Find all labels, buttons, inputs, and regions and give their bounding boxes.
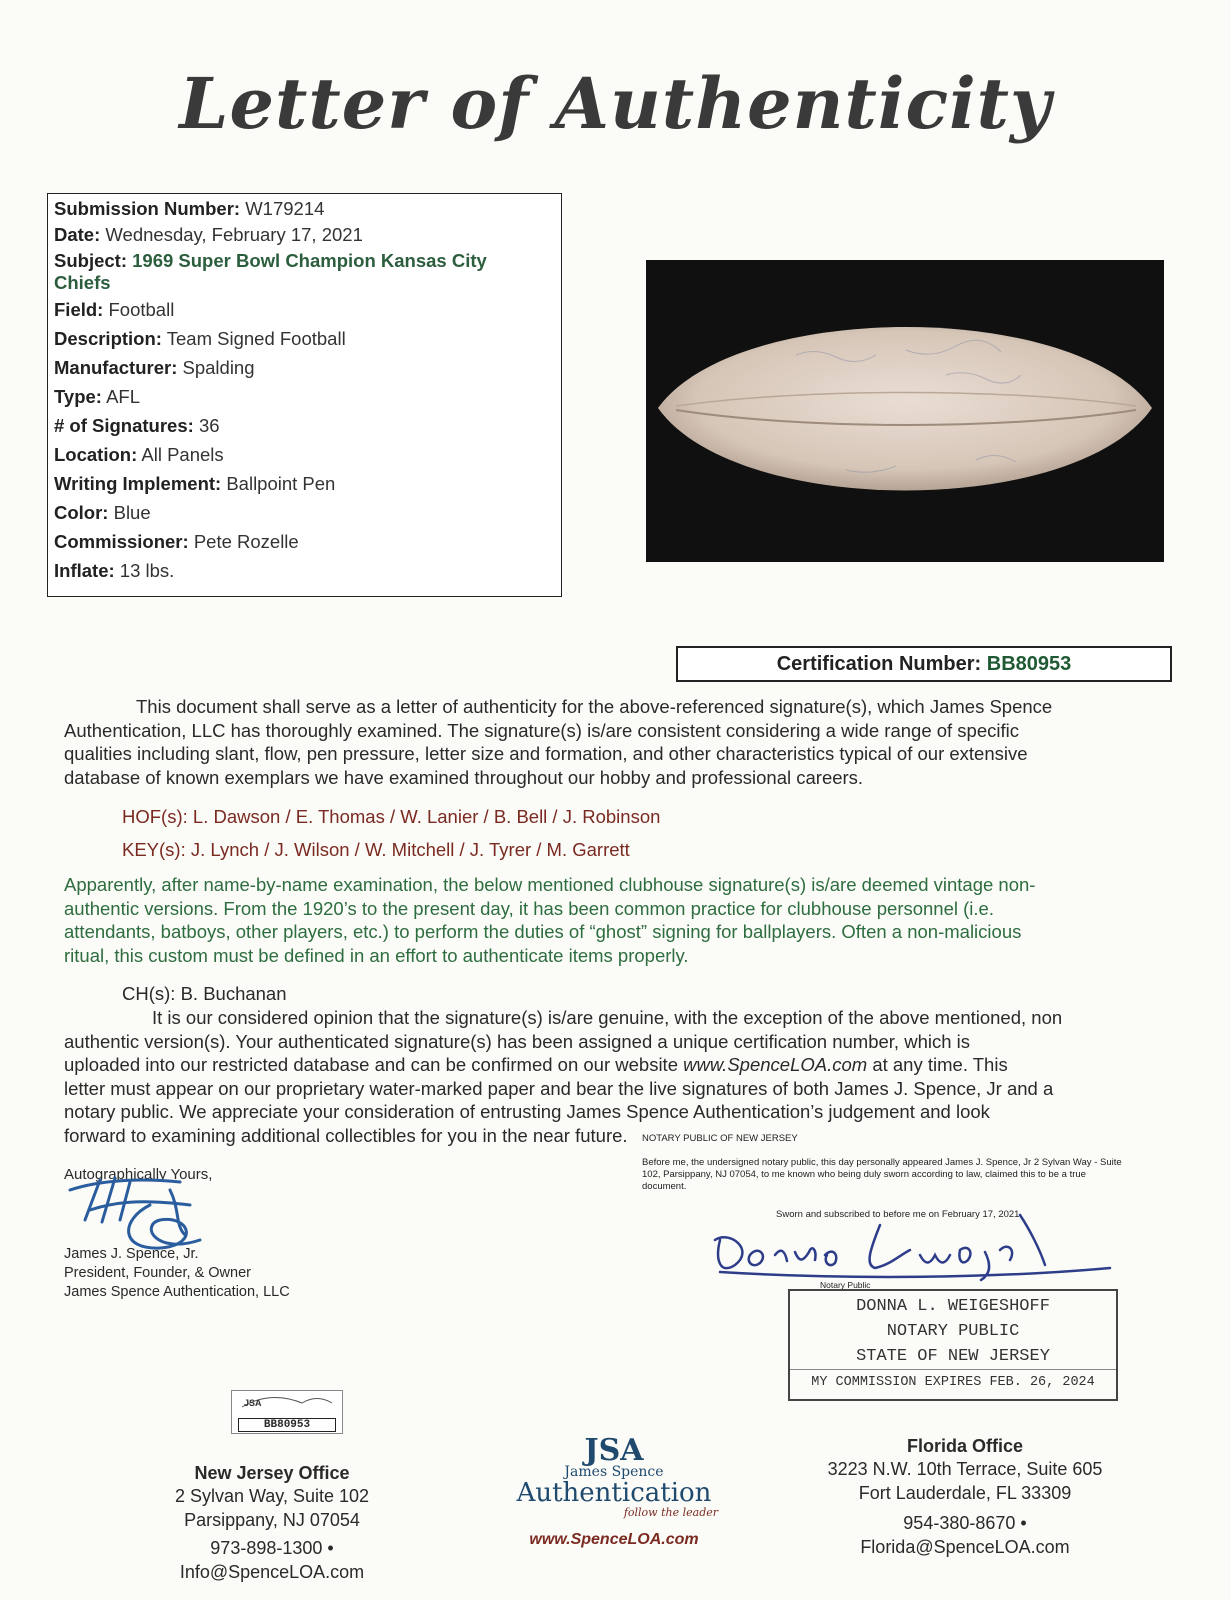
nj-office: New Jersey Office 2 Sylvan Way, Suite 102 Parsippany, NJ 07054 973-898-1300 • Info@SpenceLOA.com xyxy=(174,1463,370,1582)
notary-text: Before me, the undersigned notary public, this day personally appeared James J. Spence, Jr 2 Sylvan Way - Suite 102, Parsippany, NJ 07054, to me known who being duly sworn according to law, claimed this to be a true document. xyxy=(642,1157,1122,1192)
sworn-text: Sworn and subscribed to before me on February 17, 2021 xyxy=(776,1209,1020,1220)
info-date: Date: Wednesday, February 17, 2021 xyxy=(54,224,363,245)
info-type: Type: AFL xyxy=(54,386,141,407)
signer-role: President, Founder, & Owner xyxy=(64,1265,251,1281)
jsa-logo: JSA James Spence Authentication follow the leader www.SpenceLOA.com xyxy=(474,1436,754,1549)
fl-office: Florida Office 3223 N.W. 10th Terrace, Suite 605 Fort Lauderdale, FL 33309 954-380-8670 • Florida@SpenceLOA.com xyxy=(827,1436,1103,1557)
football-image xyxy=(646,260,1164,562)
certification-number: BB80953 xyxy=(986,653,1072,675)
page-title: Letter of Authenticity xyxy=(179,62,1052,145)
signer-name: James J. Spence, Jr. xyxy=(64,1246,199,1262)
clubhouse-paragraph: Apparently, after name-by-name examination, the below mentioned clubhouse signature(s) is/are deemed vintage non- authentic versions. From the 1920’s to the present day, it has been common practice for clubhouse personnel (i.e. attendants, batboys, other players, etc.) to perform the duties of “ghost” signing for ballplayers. Often a non-malicious ritual, this custom must be defined in an effort to authenticate items properly. xyxy=(64,874,1036,966)
info-writing-implement: Writing Implement: Ballpoint Pen xyxy=(54,473,336,494)
info-submission-number: Submission Number: W179214 xyxy=(54,198,325,219)
info-manufacturer: Manufacturer: Spalding xyxy=(54,357,255,378)
submission-info-box xyxy=(47,193,562,597)
notary-public-label: Notary Public xyxy=(820,1280,871,1290)
certification-number-box xyxy=(676,646,1172,682)
closing: Autographically Yours, xyxy=(64,1166,213,1183)
opinion-paragraph: It is our considered opinion that the signature(s) is/are genuine, with the exception of the above mentioned, non authentic version(s). Your authenticated signature(s) has been assigned a unique certification number, which is uploaded into our restricted database and can be confirmed on our website www.SpenceLOA.com at any time. This letter must appear on our proprietary water-marked paper and bear the live signatures of both James J. Spence, Jr and a notary public. We appreciate your consideration of entrusting James Spence Authentication’s judgement and look forward to examining additional collectibles for you in the near future. xyxy=(64,1007,1063,1146)
clubhouse-signatures: CH(s): B. Buchanan xyxy=(122,983,287,1004)
svg-text:JSA: JSA xyxy=(244,1398,262,1408)
key-signatures: KEY(s): J. Lynch / J. Wilson / W. Mitchell / J. Tyrer / M. Garrett xyxy=(122,839,630,860)
info-subject: Subject: 1969 Super Bowl Champion Kansas City Chiefs xyxy=(54,250,487,293)
sticker-signature-icon xyxy=(232,1391,342,1413)
signer-company: James Spence Authentication, LLC xyxy=(64,1284,290,1300)
notary-header: NOTARY PUBLIC OF NEW JERSEY xyxy=(642,1133,798,1144)
website-link[interactable]: www.SpenceLOA.com xyxy=(683,1054,868,1075)
sticker-number: BB80953 xyxy=(238,1418,336,1432)
info-location: Location: All Panels xyxy=(54,444,224,465)
certification-label: Certification Number: xyxy=(776,653,982,675)
football-photo xyxy=(646,260,1164,562)
info-inflate: Inflate: 13 lbs. xyxy=(54,560,175,581)
info-commissioner: Commissioner: Pete Rozelle xyxy=(54,531,299,552)
notary-stamp: DONNA L. WEIGESHOFF NOTARY PUBLIC STATE OF NEW JERSEY MY COMMISSION EXPIRES FEB. 26, 2024 xyxy=(788,1289,1118,1401)
footer-website[interactable]: www.SpenceLOA.com xyxy=(529,1531,699,1548)
authenticity-paragraph: This document shall serve as a letter of authenticity for the above-referenced signature(s), which James Spence Authentication, LLC has thoroughly examined. The signature(s) is/are consistent considering a wide range of specific qualities including slant, flow, pen pressure, letter size and formation, and other characteristics typical of our extensive database of known exemplars we have examined throughout our hobby and professional careers. xyxy=(64,696,1053,788)
notary-signature xyxy=(700,1210,1120,1290)
info-color: Color: Blue xyxy=(54,502,151,523)
info-field: Field: Football xyxy=(54,299,175,320)
hof-signatures: HOF(s): L. Dawson / E. Thomas / W. Lanier / B. Bell / J. Robinson xyxy=(122,806,661,827)
info-signatures: # of Signatures: 36 xyxy=(54,415,220,436)
jsa-sticker xyxy=(231,1390,343,1434)
signer-block xyxy=(64,1245,290,1302)
info-description: Description: Team Signed Football xyxy=(54,328,346,349)
